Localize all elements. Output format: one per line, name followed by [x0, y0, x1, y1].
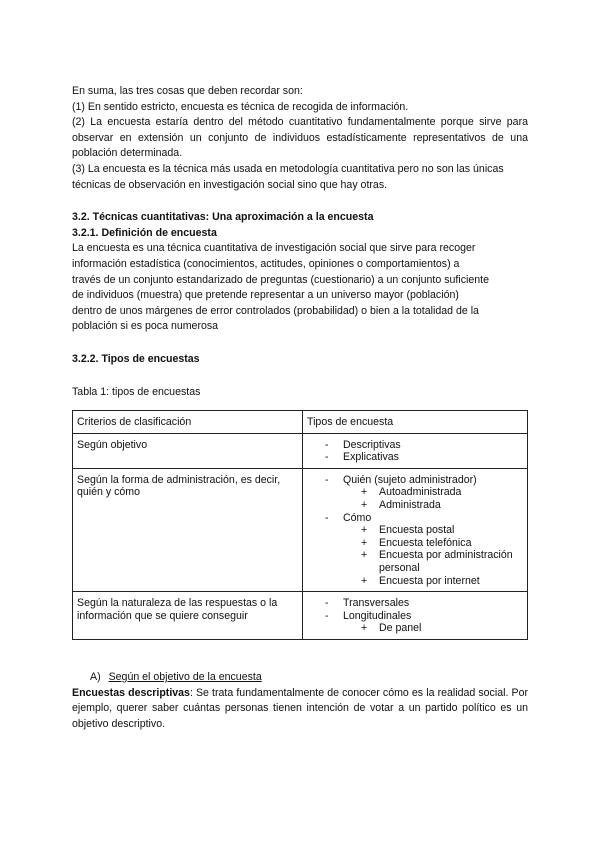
subtype-item: + Administrada — [361, 499, 523, 512]
criterion-cell: Según objetivo — [73, 433, 303, 468]
subtype-list — [343, 622, 523, 635]
type-list — [307, 597, 523, 635]
type-item — [325, 474, 523, 512]
table-row — [73, 433, 528, 468]
subtype-list — [343, 486, 523, 511]
types-cell — [303, 433, 528, 468]
definition-line: información estadística (conocimientos, actitudes, opiniones o comportamientos) a — [72, 257, 460, 270]
definition-line: dentro de unos márgenes de error controlados (probabilidad) o bien a la totalidad de la — [72, 304, 479, 317]
summary-point-1: (1) En sentido estricto, encuesta es técnica de recogida de información. — [72, 100, 409, 113]
criterion-cell: Según la naturaleza de las respuestas o la información que se quiere conseguir — [73, 592, 303, 640]
table-row — [73, 592, 528, 640]
section-heading: 3.2. Técnicas cuantitativas: Una aproximación a la encuesta — [72, 211, 374, 224]
subtype-item: + Encuesta por administración personal — [361, 549, 523, 574]
table-header-row — [73, 411, 528, 434]
subtype-item: + Encuesta por internet — [361, 575, 523, 588]
types-cell — [303, 468, 528, 591]
definition-paragraph — [72, 241, 528, 335]
subsection-heading-definition: 3.2.1. Definición de encuesta — [72, 226, 217, 239]
type-list — [307, 474, 523, 587]
section-a-heading — [72, 670, 528, 686]
summary-intro: En suma, las tres cosas que deben recordar son: — [72, 85, 303, 97]
types-cell — [303, 592, 528, 640]
criterion-cell: Según la forma de administración, es decir, quién y cómo — [73, 468, 303, 591]
type-item-label: Cómo — [343, 511, 372, 524]
table-caption: Tabla 1: tipos de encuestas — [72, 385, 201, 398]
definition-line: La encuesta es una técnica cuantitativa de investigación social que sirve para recoger — [72, 242, 476, 255]
type-list — [307, 439, 523, 464]
descriptive-term: Encuestas descriptivas — [72, 686, 190, 699]
table-header-cell: Tipos de encuesta — [303, 411, 528, 434]
type-item: - Explicativas — [325, 451, 523, 464]
subtype-item: + Encuesta telefónica — [361, 537, 523, 550]
table-header-cell: Criterios de clasificación — [73, 411, 303, 434]
type-item — [325, 610, 523, 635]
definition-line: población si es poca numerosa — [72, 320, 219, 333]
subtype-item: + Autoadministrada — [361, 486, 523, 499]
descriptive-text: : Se trata fundamentalmente de conocer cómo es la realidad social. Por ejemplo, querer saber cuántas personas tienen intención de votar a un partido político es un objetivo descriptivo. — [72, 686, 528, 730]
subtype-item: + Encuesta postal — [361, 524, 523, 537]
type-item-label: Longitudinales — [343, 609, 412, 622]
type-item: - Transversales — [325, 597, 523, 610]
summary-point-3: (3) La encuesta es la técnica más usada en metodología cuantitativa pero no son las únicas técnicas de observación en investigación social sino que hay otras. — [72, 162, 504, 191]
type-item — [325, 512, 523, 588]
table-row — [73, 468, 528, 591]
section-a-title: Según el objetivo de la encuesta — [108, 671, 262, 683]
subtype-item: + De panel — [361, 622, 523, 635]
type-item: - Descriptivas — [325, 439, 523, 452]
type-item-label: Quién (sujeto administrador) — [343, 473, 477, 486]
document-page — [72, 84, 528, 732]
definition-line: través de un conjunto estandarizado de preguntas (cuestionario) a un conjunto suficiente — [72, 273, 489, 286]
descriptive-paragraph — [72, 686, 528, 733]
survey-types-table — [72, 410, 528, 640]
summary-point-2: (2) La encuesta estaría dentro del método cuantitativo fundamentalmente porque sirve para observar en extensión un conjunto de individuos estadísticamente representativos de una población determinada. — [72, 116, 528, 160]
subtype-list — [343, 524, 523, 587]
definition-line: de individuos (muestra) que pretende representar a un universo mayor (población) — [72, 289, 459, 302]
subsection-heading-types: 3.2.2. Tipos de encuestas — [72, 352, 200, 365]
section-a-marker: A) — [90, 671, 101, 683]
